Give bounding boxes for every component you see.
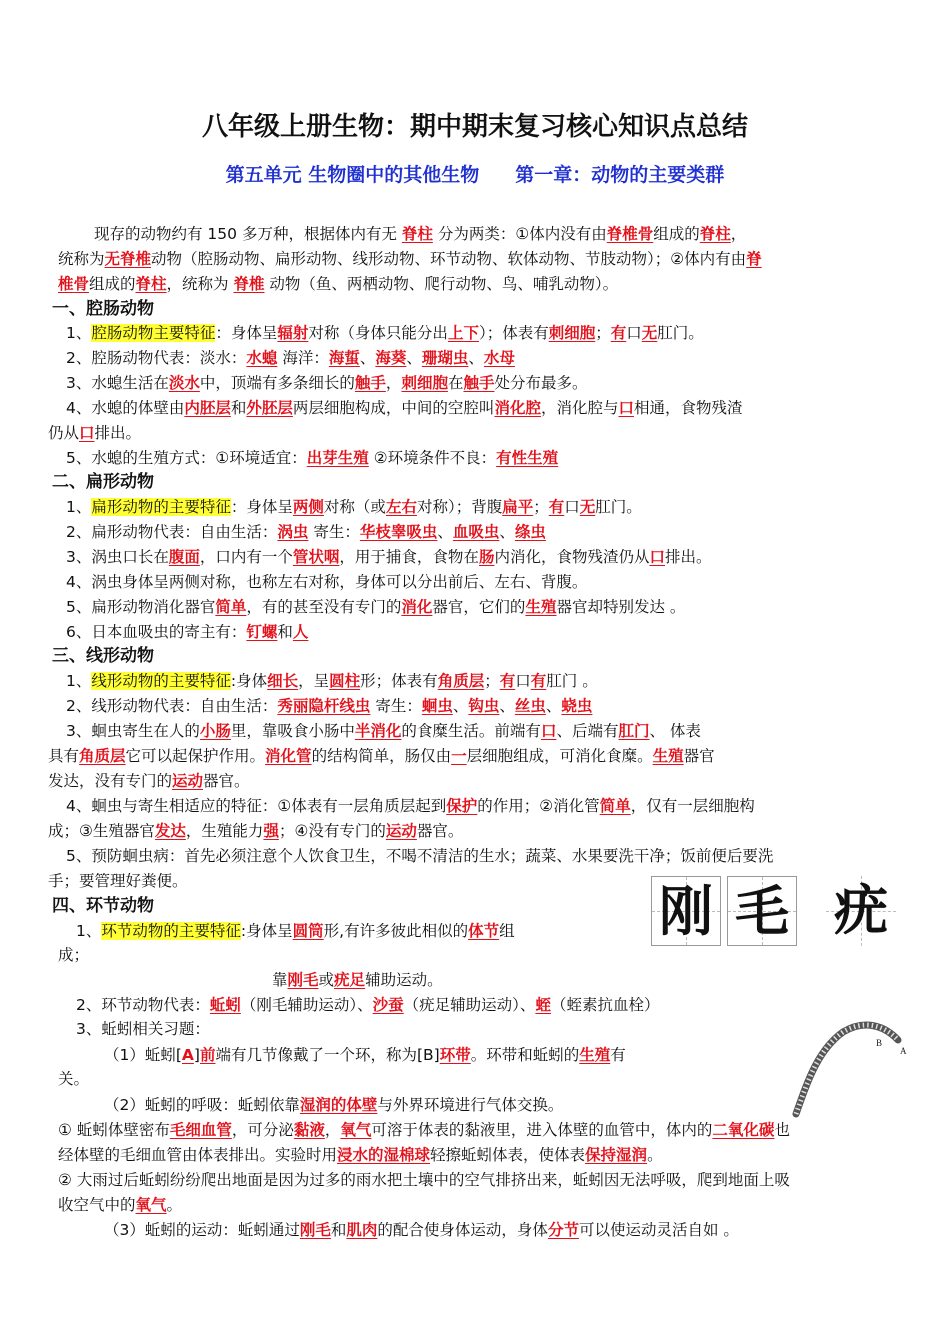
s4-line-6 (104, 1044, 626, 1066)
s2-line-4 (66, 571, 587, 593)
text-run: 具有 (48, 747, 80, 765)
earthworm-illustration (788, 1010, 908, 1120)
answer-blank: 扁平 (502, 498, 534, 516)
s4-line-11 (58, 1169, 790, 1191)
answer-blank: 氧气 (340, 1121, 372, 1139)
answer-blank: 黏液 (293, 1121, 325, 1139)
s4-line-12 (58, 1194, 182, 1216)
answer-blank: 椎骨 (58, 275, 90, 293)
text-run: 有 (610, 1046, 626, 1064)
text-run: 3、蚯蚓相关习题： (76, 1020, 210, 1038)
text-run: 1、 (66, 672, 92, 690)
text-run: 的作用；②消化管 (477, 797, 600, 815)
answer-blank: 管状咽 (292, 548, 340, 566)
text-run: （刚毛辅助运动）、 (240, 996, 373, 1014)
answer-blank: 小肠 (199, 722, 231, 740)
text-run: ②环境条件不良： (368, 449, 497, 467)
answer-blank: 钉螺 (246, 623, 278, 641)
answer-blank: 浸水的湿棉球 (337, 1146, 431, 1164)
answer-blank: 蛔虫 (421, 697, 453, 715)
answer-blank: 丝虫 (514, 697, 546, 715)
text-run: 2、环节动物代表： (76, 996, 210, 1014)
text-run: 和 (330, 1221, 347, 1239)
text-run: 的食糜生活。前端有 (401, 722, 541, 740)
text-run: ，口内有一个 (199, 548, 293, 566)
text-run: ，统称为 (166, 275, 234, 293)
answer-blank: 刺细胞 (548, 324, 596, 342)
answer-blank: 水螅 (246, 349, 278, 367)
answer-blank: 生殖 (579, 1046, 611, 1064)
text-run: 的配合使身体运动，身体 (377, 1221, 548, 1239)
page-subtitle (0, 160, 950, 187)
text-run: 海洋： (277, 349, 329, 367)
text-run: 2、腔肠动物代表：淡水： (66, 349, 247, 367)
s1-line-2 (66, 347, 515, 369)
text-run: 、 (437, 523, 453, 541)
text-run: ：身体呈 (215, 324, 278, 342)
intro-line-1 (94, 223, 746, 245)
text-run: （1）蚯蚓[ (104, 1046, 182, 1064)
figure-label-a: A (900, 1046, 907, 1056)
s3-line-2 (66, 695, 592, 717)
answer-blank: 消化腔 (494, 399, 541, 417)
text-run: 口 (515, 672, 531, 690)
text-run: 组成的 (89, 275, 136, 293)
answer-blank: 腹面 (168, 548, 200, 566)
answer-blank: 强 (263, 822, 279, 840)
text-run: ； (595, 324, 611, 342)
s2-line-6 (66, 621, 308, 643)
answer-blank: 有性生殖 (496, 449, 559, 467)
s4-line-10 (58, 1144, 663, 1166)
answer-blank: 刚毛 (299, 1221, 331, 1239)
answer-blank: 蛲虫 (561, 697, 593, 715)
answer-blank: 肠 (478, 548, 495, 566)
intro-line-3 (58, 273, 618, 295)
answer-blank: 口 (79, 424, 95, 442)
text-run: 手；要管理好粪便。 (48, 872, 188, 890)
text-run: 器官 (683, 747, 715, 765)
section-heading-3: 三、线形动物 (52, 646, 154, 666)
answer-blank: 脊柱 (401, 225, 433, 243)
text-run: 对称（身体只能分出 (308, 324, 448, 342)
s1-line-1 (66, 322, 704, 344)
answer-blank: 左右 (385, 498, 417, 516)
text-run: 3、水螅生活在 (66, 374, 169, 392)
answer-blank: 海蜇 (328, 349, 360, 367)
s3-line-1 (66, 670, 598, 692)
text-run: 统称为 (58, 250, 105, 268)
s1-line-5 (48, 422, 141, 444)
answer-blank: 保持湿润 (585, 1146, 648, 1164)
answer-blank: 口 (618, 399, 634, 417)
answer-blank: 脊椎骨 (606, 225, 654, 243)
answer-blank: 血吸虫 (452, 523, 500, 541)
answer-blank: 运动 (172, 772, 204, 790)
text-run: 器官，它们的 (432, 598, 526, 616)
answer-blank: 无脊椎 (104, 250, 152, 268)
text-run: ] (193, 1046, 200, 1064)
s3-line-3 (66, 720, 701, 742)
s1-line-3 (66, 372, 588, 394)
text-run: ，可分泌 (231, 1121, 294, 1139)
text-run: 的结构简单，肠仅由 (311, 747, 452, 765)
text-run: 组 (499, 922, 515, 940)
text-run: 、 (545, 697, 562, 715)
text-run: 2、线形动物代表：自由生活： (66, 697, 278, 715)
highlighted-term: 环节动物的主要特征 (101, 922, 241, 940)
s1-line-6 (66, 447, 558, 469)
text-run: 4、蛔虫与寄生相适应的特征：①体表有一层角质层起到 (66, 797, 447, 815)
text-run: 相通，食物残渣 (633, 399, 743, 417)
answer-blank: 简单 (599, 797, 631, 815)
s4-line-4 (76, 994, 659, 1016)
chapter-title: 第一章：动物的主要类群 (515, 164, 725, 186)
s3-line-6 (66, 795, 755, 817)
text-run: ， (730, 225, 747, 243)
text-run: 、 (499, 697, 515, 715)
text-run: ， (385, 374, 402, 392)
text-run: 、 (359, 349, 376, 367)
text-run: 1、 (66, 324, 92, 342)
text-run: ，生殖能力 (185, 822, 264, 840)
answer-blank: 触手 (354, 374, 386, 392)
answer-blank: 外胚层 (246, 399, 293, 417)
text-run: 5、水螅的生殖方式：①环境适宜： (66, 449, 307, 467)
answer-blank: 发达 (154, 822, 186, 840)
answer-blank: 氧气 (135, 1196, 167, 1214)
answer-blank: 沙蚕 (372, 996, 404, 1014)
text-run: 关。 (58, 1070, 90, 1088)
s2-line-3 (66, 546, 712, 568)
s4-line-13 (104, 1219, 739, 1241)
answer-blank: 细长 (267, 672, 299, 690)
text-run: 仍从 (48, 424, 80, 442)
answer-blank: 有 (499, 672, 516, 690)
s4-line-1 (76, 920, 515, 942)
answer-blank: 角质层 (79, 747, 126, 765)
text-run: 里，靠吸食小肠中 (230, 722, 355, 740)
answer-blank: 圆筒 (292, 922, 324, 940)
s2-line-2 (66, 521, 546, 543)
text-run: 与外界环境进行气体交换。 (377, 1096, 564, 1114)
text-run: ，呈 (298, 672, 330, 690)
answer-blank: 运动 (385, 822, 417, 840)
answer-blank: 海葵 (375, 349, 407, 367)
answer-blank: 绦虫 (514, 523, 546, 541)
answer-blank: 有 (530, 672, 547, 690)
text-run: 。 (166, 1196, 183, 1214)
answer-blank: 疣足 (334, 971, 366, 989)
text-run: ， (324, 1121, 341, 1139)
text-run: 和 (230, 399, 247, 417)
answer-blank: 湿润的体壁 (299, 1096, 378, 1114)
section-heading-4: 四、环节动物 (52, 896, 154, 916)
text-run: 两层细胞构成，中间的空腔叫 (292, 399, 495, 417)
text-run: ； (484, 672, 500, 690)
highlighted-term: 腔肠动物主要特征 (91, 324, 216, 342)
text-run: ； (533, 498, 549, 516)
answer-blank: 口 (540, 722, 557, 740)
answer-blank: 半消化 (354, 722, 402, 740)
text-run: 和 (277, 623, 293, 641)
text-run: 动物（鱼、两栖动物、爬行动物、鸟、哺乳动物）。 (264, 275, 619, 293)
s4-line-7 (58, 1068, 89, 1090)
text-run: ，仅有一层细胞构 (630, 797, 755, 815)
answer-blank: 秀丽隐杆线虫 (277, 697, 371, 715)
s1-line-4 (66, 397, 743, 419)
text-run: 、 (468, 349, 484, 367)
answer-blank: 毛细血管 (169, 1121, 232, 1139)
text-run: 肛门。 (595, 498, 642, 516)
answer-blank: 脊椎 (233, 275, 265, 293)
text-run: 组成的 (653, 225, 700, 243)
calligraphy-char-2: 毛 (727, 876, 797, 946)
answer-blank: 淡水 (168, 374, 200, 392)
s4-line-2 (58, 944, 89, 966)
text-run: 4、涡虫身体呈两侧对称，也称左右对称，身体可以分出前后、左右、背腹。 (66, 573, 588, 591)
s4-line-3 (272, 969, 443, 991)
text-run: 在 (447, 374, 464, 392)
text-run: 成； (58, 946, 90, 964)
s3-line-9 (48, 870, 188, 892)
answer-blank: 人 (292, 623, 309, 641)
answer-blank: 触手 (463, 374, 495, 392)
answer-blank: 两侧 (292, 498, 324, 516)
text-run: 可以使运动灵活自如 。 (578, 1221, 739, 1239)
answer-blank: 脊柱 (699, 225, 731, 243)
text-run: 辅助运动。 (365, 971, 443, 989)
s3-line-8 (66, 845, 773, 867)
answer-blank: 钩虫 (468, 697, 500, 715)
text-run: ，消化腔与 (540, 399, 619, 417)
s4-line-9 (58, 1119, 790, 1141)
text-run: ：身体呈 (230, 498, 293, 516)
text-run: ② 大雨过后蚯蚓纷纷爬出地面是因为过多的雨水把土壤中的空气排挤出来，蚯蚓因无法呼吸，爬到地面上吸 (58, 1171, 790, 1189)
text-run: 或 (318, 971, 335, 989)
text-run: 4、水螅的体壁由 (66, 399, 185, 417)
text-run: 、 (406, 349, 422, 367)
text-run: 形；体表有 (360, 672, 438, 690)
answer-blank: 珊瑚虫 (421, 349, 469, 367)
answer-blank: 前 (199, 1046, 216, 1064)
text-run: 肛门 。 (546, 672, 598, 690)
s3-line-5 (48, 770, 250, 792)
s2-line-1 (66, 496, 642, 518)
answer-blank: 刺细胞 (401, 374, 448, 392)
answer-blank: 生殖 (652, 747, 684, 765)
text-run: 口 (564, 498, 580, 516)
text-run: 发达，没有专门的 (48, 772, 173, 790)
text-run: 、 (452, 697, 469, 715)
text-run: 现存的动物约有 150 多万种，根据体内有无 (94, 225, 402, 243)
text-run: 端有几节像戴了一个环，称为[B] (215, 1046, 440, 1064)
answer-blank: 出芽生殖 (306, 449, 369, 467)
text-run: （蛭素抗血栓） (550, 996, 660, 1014)
answer-blank: 圆柱 (329, 672, 361, 690)
text-run: 对称）；背腹 (416, 498, 503, 516)
answer-blank: 蚯蚓 (209, 996, 241, 1014)
text-run: 器官却特别发达 。 (556, 598, 686, 616)
text-run: 1、 (66, 498, 92, 516)
text-run: 成；③生殖器官 (48, 822, 155, 840)
answer-blank: 体节 (468, 922, 500, 940)
section-heading-2: 二、扁形动物 (52, 472, 154, 492)
answer-blank: 环带 (439, 1046, 471, 1064)
page-title: 八年级上册生物：期中期末复习核心知识点总结 (201, 112, 748, 142)
text-run: 经体壁的毛细血管由体表排出。实验时用 (58, 1146, 338, 1164)
answer-blank: 消化 (401, 598, 433, 616)
text-run: 5、扁形动物消化器官 (66, 598, 216, 616)
text-run: 也 (774, 1121, 790, 1139)
text-run: 。环带和蚯蚓的 (470, 1046, 580, 1064)
answer-blank: 脊 (746, 250, 762, 268)
answer-blank: 上下 (447, 324, 479, 342)
text-run: （3）蚯蚓的运动：蚯蚓通过 (104, 1221, 300, 1239)
text-run: 处分布最多。 (494, 374, 588, 392)
text-run: 排出。 (664, 548, 712, 566)
answer-blank: 分节 (547, 1221, 579, 1239)
text-run: ，用于捕食，食物在 (339, 548, 479, 566)
text-run: ① 蚯蚓体壁密布 (58, 1121, 170, 1139)
answer-blank: 消化管 (265, 747, 312, 765)
s2-line-5 (66, 596, 685, 618)
text-run: 对称（或 (323, 498, 386, 516)
text-run: 1、 (76, 922, 102, 940)
calligraphy-char-3: 疣 (826, 876, 896, 946)
text-run: 轻擦蚯蚓体表，使体表 (430, 1146, 586, 1164)
answer-blank: 肌肉 (346, 1221, 378, 1239)
text-run: 内消化，食物残渣仍从 (494, 548, 650, 566)
answer-blank: 无 (579, 498, 596, 516)
text-run: :身体呈 (240, 922, 293, 940)
text-run: 3、涡虫口长在 (66, 548, 169, 566)
answer-blank: A (181, 1046, 194, 1064)
text-run: 肛门。 (657, 324, 704, 342)
answer-blank: 内胚层 (184, 399, 231, 417)
answer-blank: 有 (610, 324, 627, 342)
answer-blank: 水母 (483, 349, 515, 367)
answer-blank: 辐射 (277, 324, 309, 342)
text-run: 排出。 (94, 424, 142, 442)
text-run: ；④没有专门的 (278, 822, 386, 840)
text-run: 寄生： (308, 523, 360, 541)
s4-line-8 (104, 1094, 563, 1116)
answer-blank: 涡虫 (277, 523, 309, 541)
answer-blank: 华枝睾吸虫 (359, 523, 438, 541)
text-run: 5、预防蛔虫病：首先必须注意个人饮食卫生，不喝不清洁的生水；蔬菜、水果要洗干净；饭前便后要洗 (66, 847, 774, 865)
intro-line-2 (58, 248, 762, 270)
text-run: 器官。 (416, 822, 464, 840)
unit-title: 第五单元 生物圈中的其他生物 (225, 164, 480, 186)
answer-blank: 蛭 (535, 996, 551, 1014)
text-run: 寄生： (370, 697, 422, 715)
text-run: 6、日本血吸虫的寄主有： (66, 623, 247, 641)
answer-blank: 口 (649, 548, 665, 566)
answer-blank: 肛门 (618, 722, 650, 740)
text-run: 口 (626, 324, 642, 342)
text-run: 形,有许多彼此相似的 (323, 922, 469, 940)
text-run: （2）蚯蚓的呼吸：蚯蚓依靠 (104, 1096, 300, 1114)
answer-blank: 生殖 (525, 598, 557, 616)
text-run: 中，顶端有多条细长的 (199, 374, 355, 392)
calligraphy-char-1: 刚 (651, 876, 721, 946)
earthworm-body (796, 1025, 898, 1114)
answer-blank: 简单 (215, 598, 247, 616)
text-run: 3、蛔虫寄生在人的 (66, 722, 200, 740)
text-run: 分为两类：①体内没有由 (432, 225, 607, 243)
text-run: :身体 (230, 672, 268, 690)
section-heading-1: 一、腔肠动物 (52, 299, 154, 319)
text-run: 2、扁形动物代表：自由生活： (66, 523, 278, 541)
text-run: 层细胞组成，可消化食糜。 (466, 747, 653, 765)
s3-line-7 (48, 820, 463, 842)
text-run: 、后端有 (556, 722, 619, 740)
text-run: 靠 (272, 971, 288, 989)
answer-blank: 无 (641, 324, 658, 342)
text-run: 器官。 (203, 772, 250, 790)
answer-blank: 角质层 (437, 672, 485, 690)
s4-line-5 (76, 1018, 210, 1040)
answer-blank: 保护 (446, 797, 478, 815)
text-run: 、 (499, 523, 515, 541)
s3-line-4 (48, 745, 715, 767)
text-run: 它可以起保护作用。 (125, 747, 266, 765)
answer-blank: 二氧化碳 (712, 1121, 775, 1139)
text-run: 。 (647, 1146, 663, 1164)
answer-blank: 一 (451, 747, 467, 765)
highlighted-term: 线形动物的主要特征 (91, 672, 231, 690)
text-run: 动物（腔肠动物、扁形动物、线形动物、环节动物、软体动物、节肢动物）；②体内有由 (151, 250, 747, 268)
text-run: ，有的甚至没有专门的 (246, 598, 402, 616)
answer-blank: 有 (548, 498, 565, 516)
answer-blank: 刚毛 (287, 971, 319, 989)
text-run: 、 体表 (649, 722, 701, 740)
figure-label-b: B (876, 1038, 883, 1048)
text-run: ）；体表有 (478, 324, 549, 342)
text-run: 收空气中的 (58, 1196, 136, 1214)
text-run: 可溶于体表的黏液里，进入体壁的血管中，体内的 (371, 1121, 713, 1139)
answer-blank: 脊柱 (135, 275, 167, 293)
highlighted-term: 扁形动物的主要特征 (91, 498, 231, 516)
text-run: （疣足辅助运动）、 (403, 996, 536, 1014)
